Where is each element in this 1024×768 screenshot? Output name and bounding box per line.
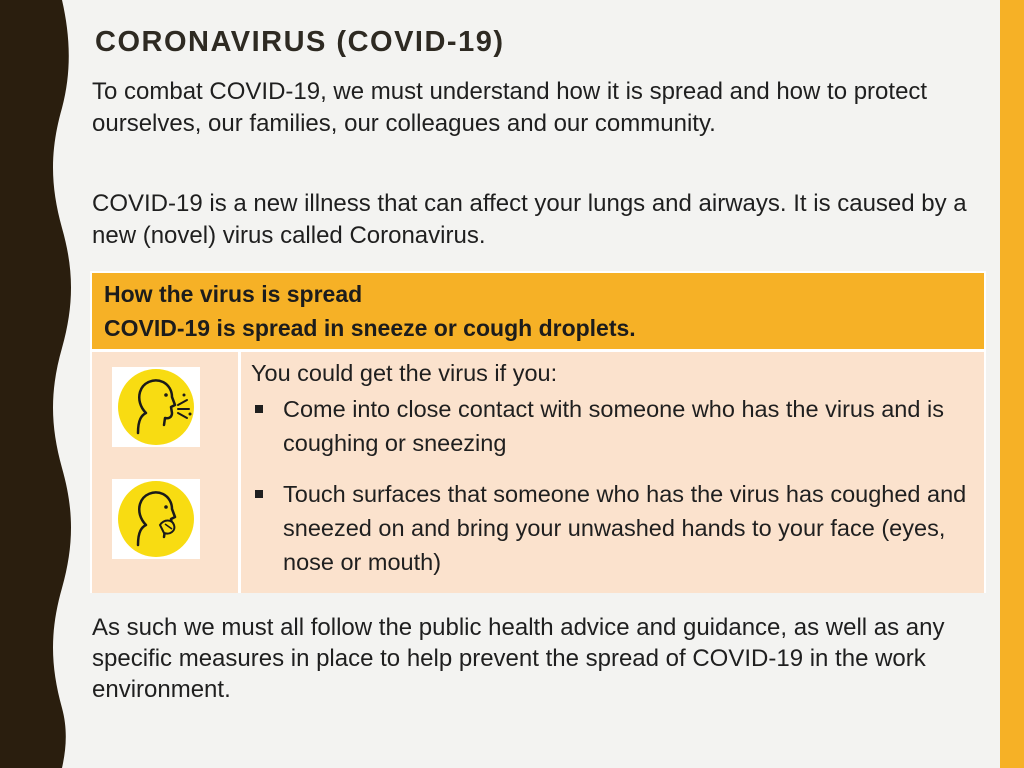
bullet-square-icon xyxy=(255,405,263,413)
bullet-square-icon xyxy=(255,490,263,498)
virus-intro-text: You could get the virus if you: xyxy=(251,360,558,386)
table-header-title: How the virus is spread xyxy=(104,281,363,307)
table-header xyxy=(92,273,984,349)
wavy-left-border xyxy=(0,0,80,768)
list-item-text: Come into close contact with someone who has the virus and is coughing or sneezing xyxy=(283,396,944,456)
cough-icon xyxy=(112,479,200,559)
spread-table xyxy=(90,271,986,593)
intro-paragraph: To combat COVID-19, we must understand how it is spread and how to protect ourselves, our families, our colleagues and our community. xyxy=(92,78,928,137)
table-header-subtitle: COVID-19 is spread in sneeze or cough droplets. xyxy=(104,315,636,341)
list-item-text: Touch surfaces that someone who has the virus has coughed and sneezed on and bring your unwashed hands to your face (eyes, nose or mouth) xyxy=(283,481,967,575)
icon-cell xyxy=(92,352,238,593)
right-accent-bar xyxy=(1000,0,1024,768)
description-cell xyxy=(241,352,984,593)
definition-paragraph: COVID-19 is a new illness that can affect your lungs and airways. It is caused by a new (novel) virus called Coronavirus. xyxy=(92,190,967,249)
page-title: CORONAVIRUS (COVID-19) xyxy=(95,26,505,58)
closing-paragraph: As such we must all follow the public health advice and guidance, as well as any specific measures in place to help prevent the spread of COVID-19 in the work environment. xyxy=(92,614,945,703)
sneeze-icon xyxy=(112,367,200,447)
